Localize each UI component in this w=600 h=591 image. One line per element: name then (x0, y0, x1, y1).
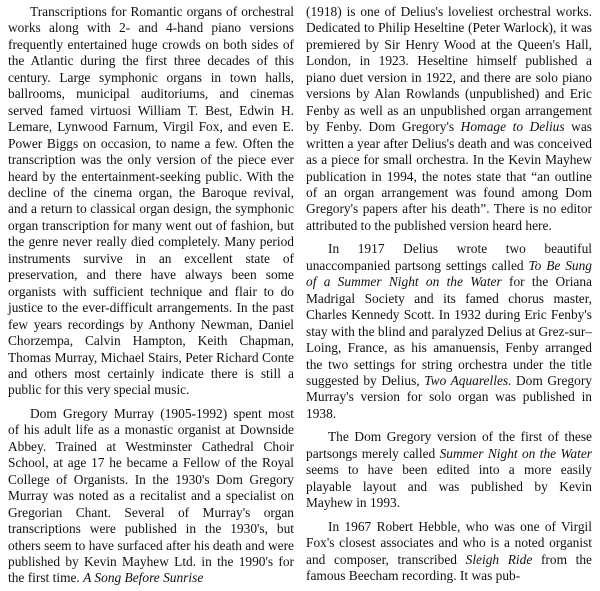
paragraph-sleigh-ride (306, 519, 592, 585)
paragraph-text: The Dom Gregory version of the first of these partsongs merely called (306, 429, 592, 461)
paragraph-text: seems to have been edited into a more easily playable layout and was published by Kevin Mayhew in 1993. (306, 462, 592, 511)
paragraph-text: In 1917 Delius wrote two beautiful unaccompanied partsong settings called (306, 241, 592, 273)
paragraph-romantic-organ-transcriptions (8, 4, 294, 399)
paragraph-text: Dom Gregory Murray (1905-1992) spent most of his adult life as a monastic organist at Downside Abbey. Trained at Westminster Cathedral Choir School, at age 17 he became a Fellow of the Royal College of Organists. In the 1930's Dom Gregory Murray was noted as a recitalist and a specialist on Gregorian Chant. Several of Murray's organ transcriptions were published in the 1930's, but others seem to have surfaced after his death and were published by Kevin Mayhew Ltd. in the 1990's for the first time. (8, 405, 294, 586)
right-column (306, 4, 592, 591)
left-column (8, 4, 294, 591)
work-title: Homage to Delius (460, 119, 565, 135)
work-title: Summer Night on the Water (439, 445, 592, 461)
paragraph-text: was written a year after Delius's death and was conceived as a piece for small orchestra. In the Kevin Mayhew publication in 1994, the notes state that “an outline of an organ arrangement was found among Dom Gregory's papers after his death”. There is no editor attributed to the published version heard here. (306, 119, 592, 233)
paragraph-summer-night-version (306, 429, 592, 511)
paragraph-text: Dom Gregory Murray's version for solo organ was published in 1938. (306, 372, 592, 421)
work-title: A Song Before Sunrise (83, 570, 204, 586)
paragraph-text: Transcriptions for Romantic organs of orchestral works along with 2- and 4-hand piano versions frequently entertained huge crowds on both sides of the Atlantic during the first three decades of this century. Large symphonic organs in town halls, ballrooms, municipal auditoriums, and cinemas served famed virtuosi William T. Best, Edwin H. Lemare, Lynwood Farnum, Virgil Fox, and even E. Power Biggs on occasion, to name a few. Often the transcription was the only version of the piece ever heard by the entertainment-seeking public. With the decline of the cinema organ, the Baroque revival, and a return to classical organ design, the symphonic organ transcription for many went out of fashion, but the genre never really died completely. Many period instruments survive in an excellent state of preservation, and there have always been some organists with sufficient technique and flair to do justice to the ever-difficult arrangements. In the past few years recordings by Anthony Newman, Daniel Chorzempa, Calvin Hampton, Keith Chapman, Thomas Murray, Michael Stairs, Peter Richard Conte and others most certainly indicate there is still a public for this very special music. (8, 4, 294, 398)
paragraph-partsong-settings (306, 241, 592, 422)
work-title: Sleigh Ride (465, 551, 533, 567)
work-title: To Be Sung of a Summer Night on the Water (306, 257, 592, 290)
paragraph-text: from the famous Beecham recording. It was pub- (306, 551, 592, 583)
work-title: Two Aquarelles. (424, 372, 512, 388)
paragraph-text: In 1967 Robert Hebble, who was one of Virgil Fox's closest associates and who is a noted organist and composer, transcribed (306, 518, 592, 567)
paragraph-text: (1918) is one of Delius's loveliest orchestral works. Dedicated to Philip Heseltine (Peter Warlock), it was premiered by Sir Henry Wood at the Queen's Hall, London, in 1923. Heseltine himself published a piano duet version in 1922, and there are solo piano versions by Alan Rowlands (unpublished) and Eric Fenby as well as an unpublished organ arrangement by Fenby. Dom Gregory's (306, 4, 592, 135)
paragraph-text: for the Oriana Madrigal Society and its famed chorus master, Charles Kennedy Scott. In 1932 during Eric Fenby's stay with the blind and paralyzed Delius at Grez-sur–Loing, France, as his amanuensis, Fenby arranged the two settings for string orchestra under the title suggested by Delius, (306, 274, 592, 388)
paragraph-dom-gregory-murray (8, 406, 294, 587)
paragraph-song-before-sunrise-continued (306, 4, 592, 234)
